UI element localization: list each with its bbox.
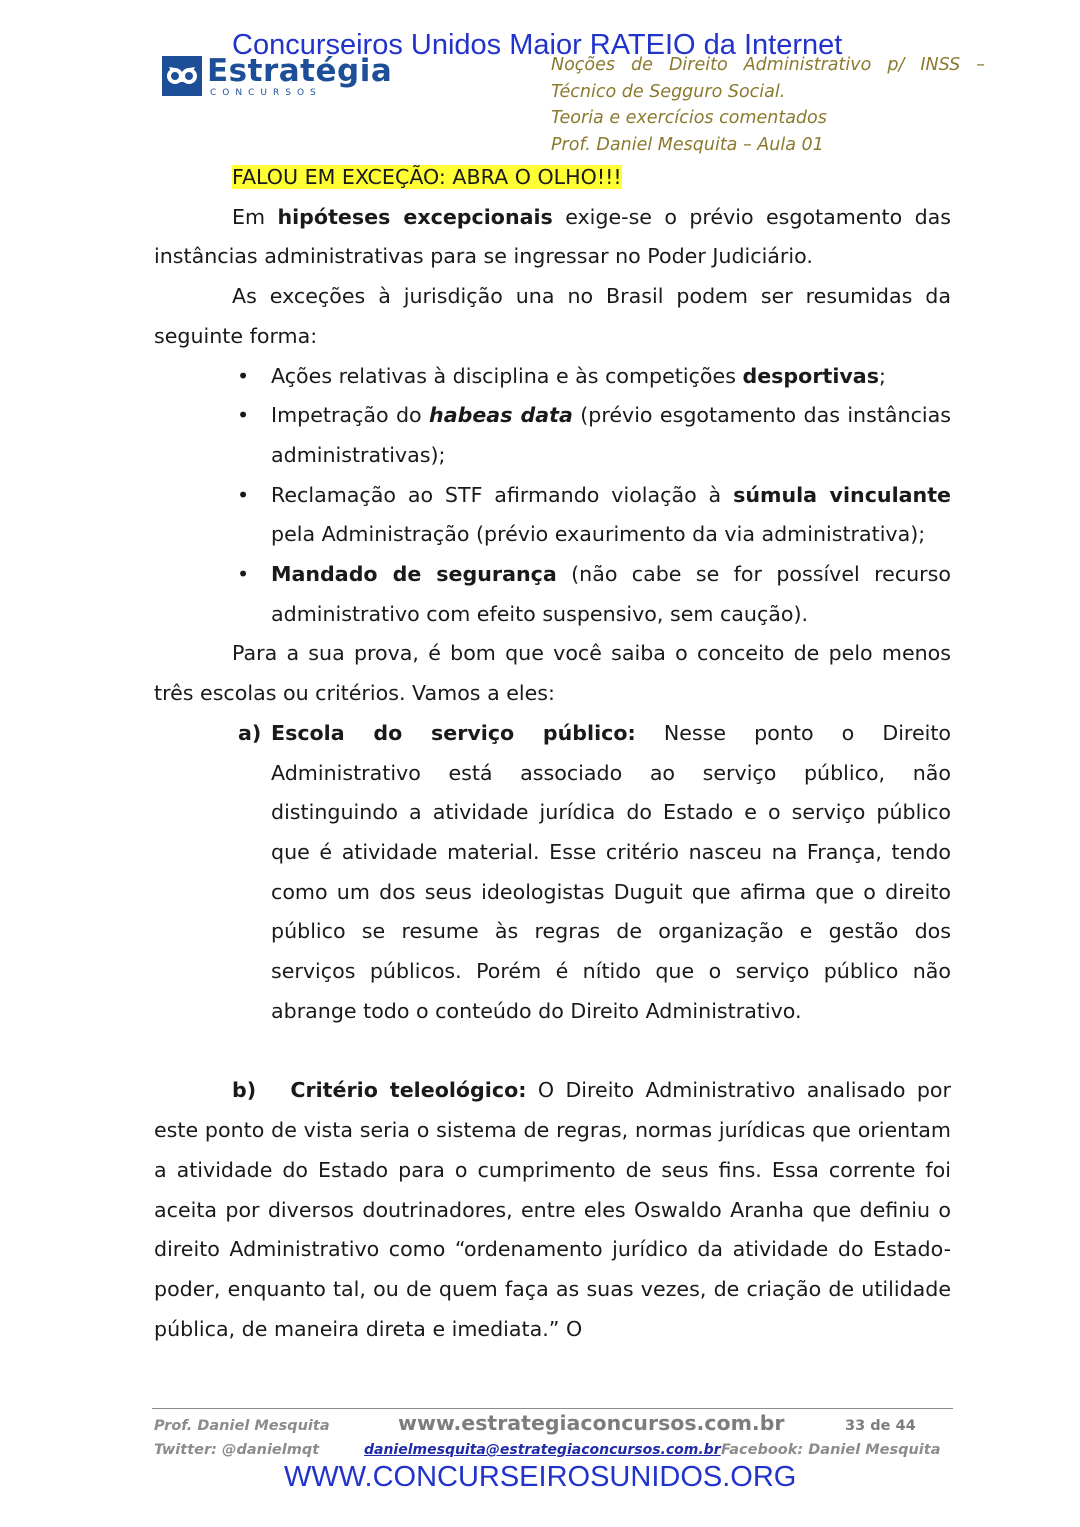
highlight-line (154, 158, 951, 198)
course-title: Noções de Direito Administrativo p/ INSS – (551, 55, 985, 75)
highlighted-text: FALOU EM EXCEÇÃO: ABRA O OLHO!!! (232, 165, 622, 189)
bold-text: Critério teleológico: (290, 1078, 527, 1103)
text: (prévio esgotamento das instâncias administrativas); (271, 403, 951, 467)
watermark-top: Concurseiros Unidos Maior RATEIO da Internet (232, 29, 843, 61)
text: Nesse ponto o Direito Administrativo está associado ao serviço público, não distinguindo a atividade jurídica do Estado e o serviço público que é atividade material. Esse critério nasceu na França, tendo como um dos seus ideologistas Duguit que afirma que o direito público se resume às regras de organização e gestão dos serviços públicos. Porém é nítido que o serviço público não abrange todo o conteúdo do Direito Administrativo. (271, 720, 952, 1023)
logo-subtitle: CONCURSOS (210, 88, 322, 98)
bold-italic-text: habeas data (429, 403, 573, 428)
page-number: 33 de 44 (845, 1418, 916, 1434)
logo-name: Estratégia (207, 53, 393, 89)
text: pela Administração (prévio exaurimento da via administrativa); (271, 522, 926, 547)
bold-text: desportivas (742, 363, 879, 388)
list-item (271, 555, 951, 634)
course-header (551, 52, 991, 158)
list-item (271, 357, 951, 397)
paragraph-3: Para a sua prova, é bom que você saiba o conceito de pelo menos três escolas ou critérios. Vamos a eles: (154, 641, 951, 706)
text: O Direito Administrativo analisado por este ponto de vista seria o sistema de regras, normas jurídicas que orientam a atividade do Estado para o cumprimento de seus fins. Essa corrente foi aceita por diversos doutrinadores, entre eles Oswaldo Aranha que definiu o direito Administrativo como “ordenamento jurídico da atividade do Estado-poder, enquanto tal, ou de quem faça as suas vezes, de criação de utilidade pública, de maneira direta e imediata.” O (154, 1078, 952, 1341)
schools-list (154, 714, 951, 1032)
estrategia-logo (162, 53, 393, 100)
paragraph-b (154, 1071, 951, 1349)
footer-divider (152, 1408, 953, 1409)
watermark-bottom: WWW.CONCURSEIROSUNIDOS.ORG (284, 1461, 797, 1493)
text: exige-se o prévio esgotamento das instâncias administrativas para se ingressar no Poder Judiciário. (154, 204, 951, 269)
item-marker: b) (232, 1078, 257, 1103)
spacer (154, 1031, 951, 1071)
bold-text: Mandado de segurança (271, 562, 557, 587)
exceptions-list (154, 357, 951, 635)
text: Impetração do (271, 403, 430, 428)
logo-text (207, 53, 393, 98)
bold-text: Escola do serviço público: (271, 720, 636, 745)
text: Ações relativas à disciplina e às competições (271, 363, 743, 388)
footer-twitter: Twitter: @danielmqt (154, 1442, 320, 1458)
list-item-a (238, 714, 952, 1032)
course-subtitle: Técnico de Segguro Social. (551, 81, 786, 102)
lesson-info: Prof. Daniel Mesquita – Aula 01 (551, 134, 824, 155)
paragraph-1 (154, 198, 951, 277)
list-item (271, 476, 951, 555)
list-item (271, 396, 951, 475)
paragraph-2: As exceções à jurisdição una no Brasil podem ser resumidas da seguinte forma: (154, 284, 951, 348)
bold-text: súmula vinculante (733, 482, 952, 507)
footer-author: Prof. Daniel Mesquita (154, 1418, 330, 1434)
bold-text: hipóteses excepcionais (277, 204, 553, 229)
footer-email-link[interactable]: danielmesquita@estrategiaconcursos.com.br (364, 1442, 721, 1458)
text: Em (232, 204, 278, 229)
footer-url-link[interactable]: www.estrategiaconcursos.com.br (398, 1411, 785, 1435)
course-description: Teoria e exercícios comentados (551, 108, 827, 128)
text: Reclamação ao STF afirmando violação à (271, 482, 734, 507)
text: ; (878, 363, 886, 388)
item-marker: a) (238, 720, 262, 745)
owl-icon (162, 56, 202, 96)
text: (não cabe se for possível recurso administrativo com efeito suspensivo, sem caução). (271, 562, 951, 626)
footer-facebook: Facebook: Daniel Mesquita (721, 1442, 941, 1458)
main-content (154, 158, 951, 1349)
